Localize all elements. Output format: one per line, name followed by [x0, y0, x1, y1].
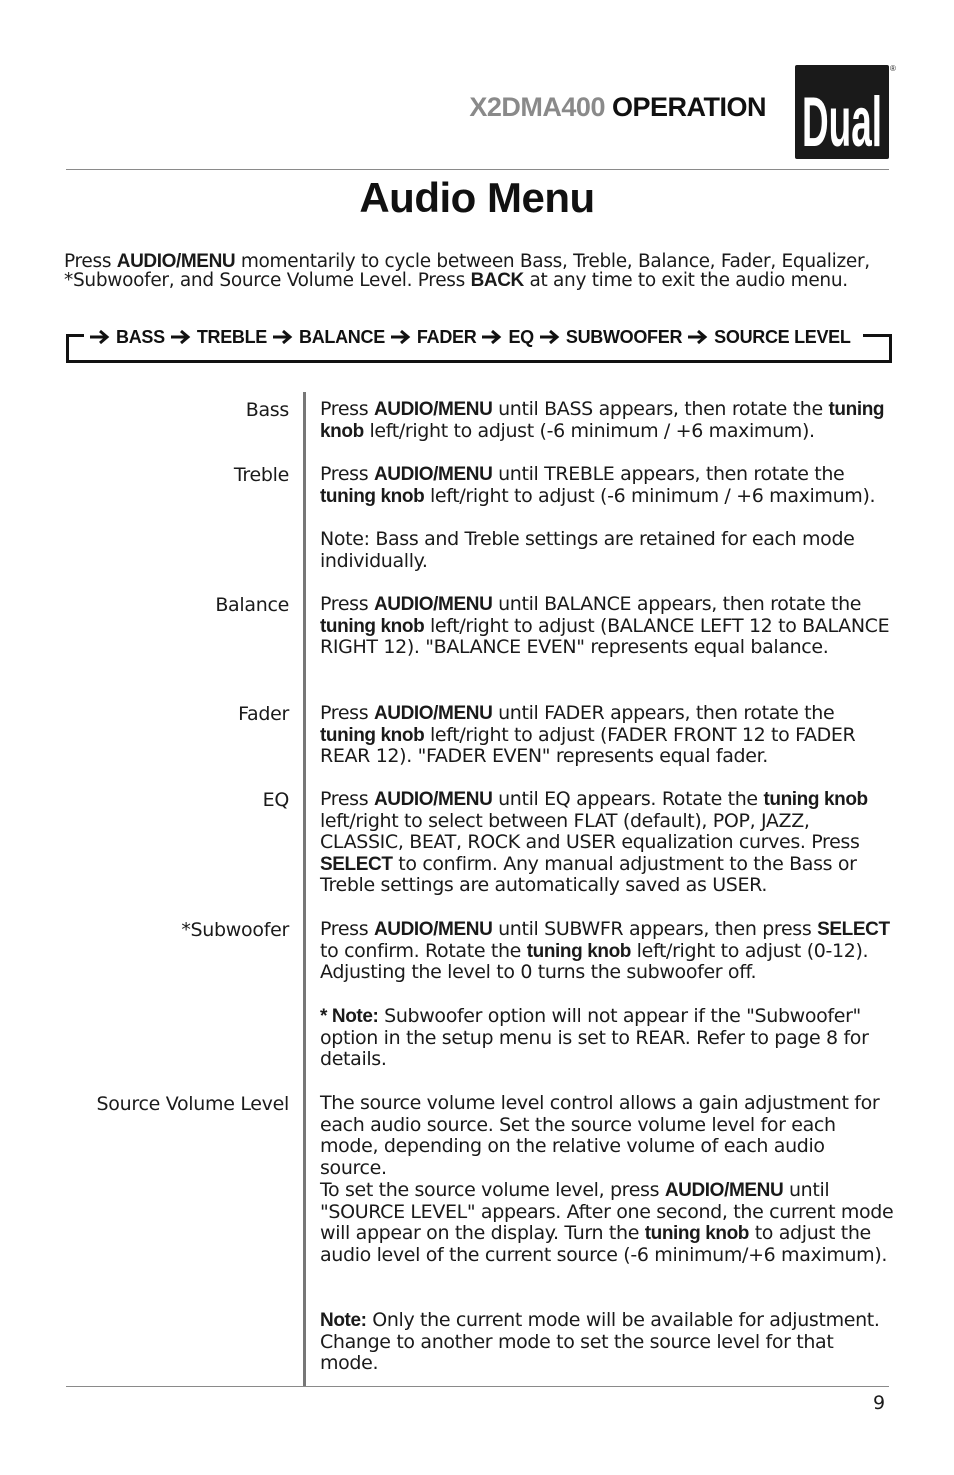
label-balance: Balance	[215, 594, 289, 616]
dual-logo-mark	[795, 65, 889, 162]
desc-eq: Press AUDIO/MENU until EQ appears. Rotate the tuning knob left/right to select between FLAT (default), POP, JAZZ, CLASSIC, BEAT, ROCK and USER equalization curves. Press SELECT to confirm. Any manual adjustment to the Bass or Treble settings are automatically saved as USER.	[320, 788, 868, 897]
model-name: X2DMA400	[469, 92, 605, 122]
arrow-right-icon	[688, 330, 708, 344]
desc-treble: Press AUDIO/MENU until TREBLE appears, then rotate the tuning knob left/right to adjust (-6 minimum / +6 maximum).	[320, 463, 876, 507]
column-divider	[303, 392, 306, 1387]
arrow-right-icon	[90, 330, 110, 344]
intro-paragraph: Press AUDIO/MENU momentarily to cycle between Bass, Treble, Balance, Fader, Equalizer, *Subwoofer, and Source Volume Level. Press BACK at any time to exit the audio menu.	[64, 251, 870, 291]
arrow-right-icon	[391, 330, 411, 344]
desc-fader: Press AUDIO/MENU until FADER appears, then rotate the tuning knob left/right to adjust (FADER FRONT 12 to FADER REAR 12). "FADER EVEN" represents equal fader.	[320, 702, 856, 768]
label-source-volume-level: Source Volume Level	[96, 1093, 289, 1115]
arrow-right-icon	[273, 330, 293, 344]
desc-bass: Press AUDIO/MENU until BASS appears, then rotate the tuning knob left/right to adjust (-6 minimum / +6 maximum).	[320, 398, 885, 442]
arrow-right-icon	[482, 330, 502, 344]
cycle-item-eq: EQ	[508, 326, 534, 347]
arrow-right-icon	[540, 330, 560, 344]
desc-subwoofer: Press AUDIO/MENU until SUBWFR appears, then press SELECT to confirm. Rotate the tuning knob left/right to adjust (0-12). Adjusting the level to 0 turns the subwoofer off.	[320, 918, 890, 984]
note-subwoofer: * Note: Subwoofer option will not appear if the "Subwoofer" option in the setup menu is set to REAR. Refer to page 8 for details.	[320, 1005, 869, 1071]
cycle-item-treble: TREBLE	[196, 326, 268, 347]
page-number: 9	[873, 1392, 886, 1414]
label-fader: Fader	[238, 703, 289, 725]
label-eq: EQ	[262, 789, 289, 811]
operation-label: OPERATION	[611, 92, 766, 122]
back-button-ref: BACK	[470, 270, 524, 291]
label-subwoofer: *Subwoofer	[181, 919, 289, 941]
note-bass-treble: Note: Bass and Treble settings are retained for each mode individually.	[320, 528, 855, 572]
desc-source-volume-steps: To set the source volume level, press AUDIO/MENU until "SOURCE LEVEL" appears. After one second, the current mode will appear on the display. Turn the tuning knob to adjust the audio level of the current source (-6 minimum/+6 maximum).	[320, 1179, 894, 1266]
header-title	[469, 92, 766, 123]
menu-cycle-diagram	[66, 322, 889, 364]
cycle-item-balance: BALANCE	[299, 326, 385, 347]
cycle-item-fader: FADER	[416, 326, 477, 347]
registered-mark: ®	[890, 64, 896, 73]
dual-logo	[795, 65, 889, 162]
cycle-item-source-level: SOURCE LEVEL	[714, 326, 851, 347]
page-title: Audio Menu	[359, 174, 595, 221]
cycle-item-subwoofer: SUBWOOFER	[565, 326, 683, 347]
desc-balance: Press AUDIO/MENU until BALANCE appears, then rotate the tuning knob left/right to adjust (BALANCE LEFT 12 to BALANCE RIGHT 12). "BALANCE EVEN" represents equal balance.	[320, 593, 890, 659]
logo-text: Dual	[802, 83, 882, 162]
cycle-item-bass: BASS	[116, 326, 165, 347]
header-divider	[66, 169, 889, 170]
footer-divider	[66, 1386, 889, 1387]
label-bass: Bass	[245, 399, 289, 421]
desc-source-volume-level: The source volume level control allows a gain adjustment for each audio source. Set the source volume level for each mode, depending on the relative volume of each audio source.	[320, 1092, 880, 1179]
label-treble: Treble	[233, 464, 289, 486]
audio-menu-button-ref: AUDIO/MENU	[116, 251, 236, 272]
arrow-right-icon	[171, 330, 191, 344]
note-source-level: Note: Only the current mode will be available for adjustment. Change to another mode to set the source level for that mode.	[320, 1309, 880, 1375]
cycle-items	[84, 324, 857, 350]
